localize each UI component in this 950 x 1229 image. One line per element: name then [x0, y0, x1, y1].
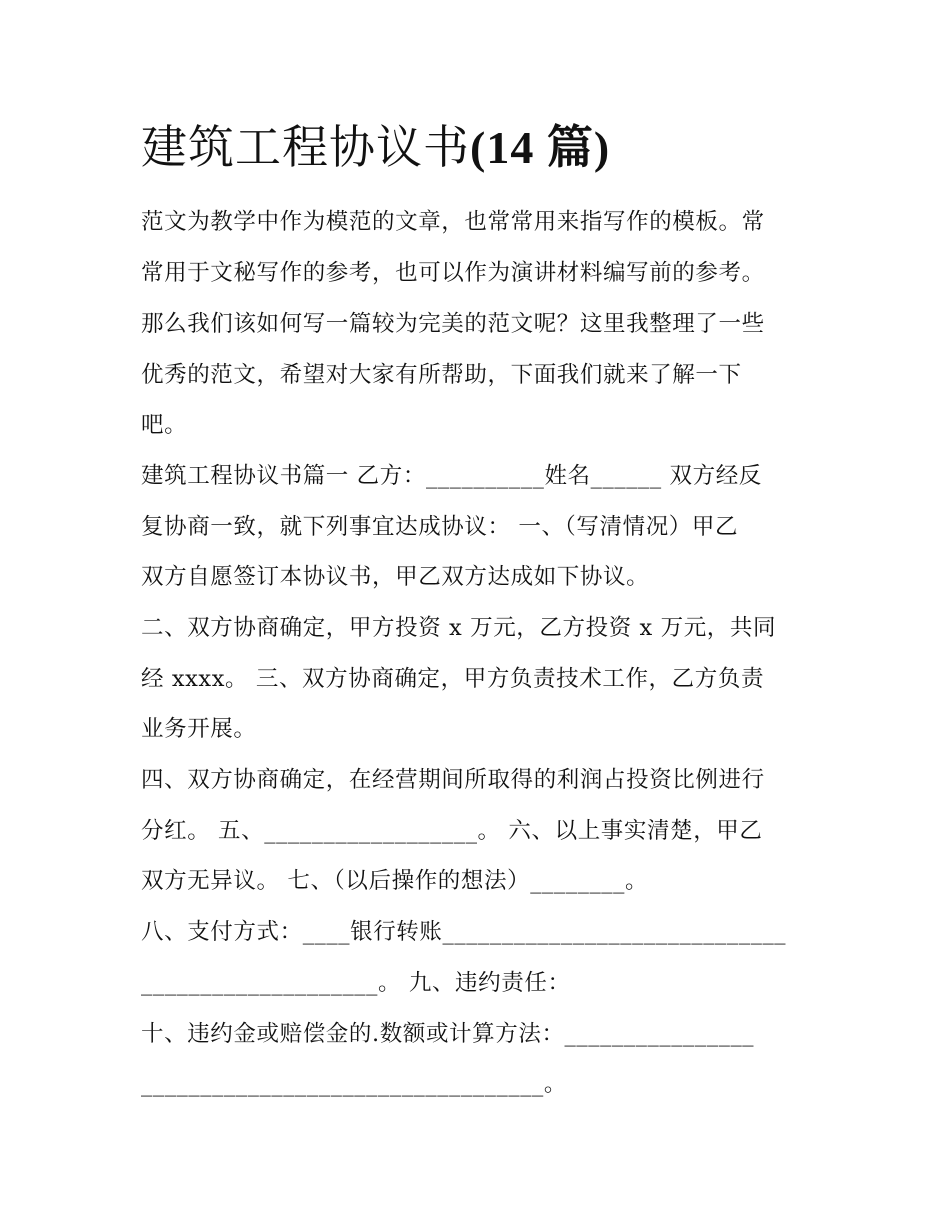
- body-line-5: 经 xxxx。 三、双方协商确定，甲方负责技术工作，乙方负责: [141, 666, 765, 692]
- body-line-1: 建筑工程协议书篇一 乙方：__________姓名______ 双方经反: [141, 463, 762, 489]
- intro-line-3: 那么我们该如何写一篇较为完美的范文呢？这里我整理了一些: [141, 311, 765, 337]
- title-main: 建筑工程协议书: [141, 120, 470, 174]
- body-line-13: __________________________________。: [141, 1071, 567, 1097]
- body-line-11: ____________________。 九、违约责任：: [141, 970, 571, 996]
- body-line-12: 十、违约金或赔偿金的.数额或计算方法：________________: [141, 1021, 755, 1047]
- intro-line-4: 优秀的范文，希望对大家有所帮助，下面我们就来了解一下: [141, 362, 742, 388]
- body-line-4: 二、双方协商确定，甲方投资 x 万元，乙方投资 x 万元，共同: [141, 615, 777, 641]
- body-line-2: 复协商一致，就下列事宜达成协议： 一、（写清情况）甲乙: [141, 514, 739, 540]
- body-line-3: 双方自愿签订本协议书，甲乙双方达成如下协议。: [141, 564, 650, 590]
- body-line-9: 双方无异议。 七、（以后操作的想法）________。: [141, 868, 649, 894]
- document-title: [141, 112, 841, 182]
- body-line-10: 八、支付方式：____银行转账_____________________________: [141, 919, 787, 945]
- intro-line-2: 常用于文秘写作的参考，也可以作为演讲材料编写前的参考。: [141, 260, 765, 286]
- body-line-7: 四、双方协商确定，在经营期间所取得的利润占投资比例进行: [141, 767, 765, 793]
- title-count: (14 篇): [470, 122, 611, 173]
- body-line-6: 业务开展。: [141, 716, 257, 742]
- intro-line-5: 吧。: [141, 412, 188, 438]
- body-line-8: 分红。 五、__________________。 六、以上事实清楚，甲乙: [141, 818, 763, 844]
- intro-line-1: 范文为教学中作为模范的文章，也常常用来指写作的模板。常: [141, 209, 765, 235]
